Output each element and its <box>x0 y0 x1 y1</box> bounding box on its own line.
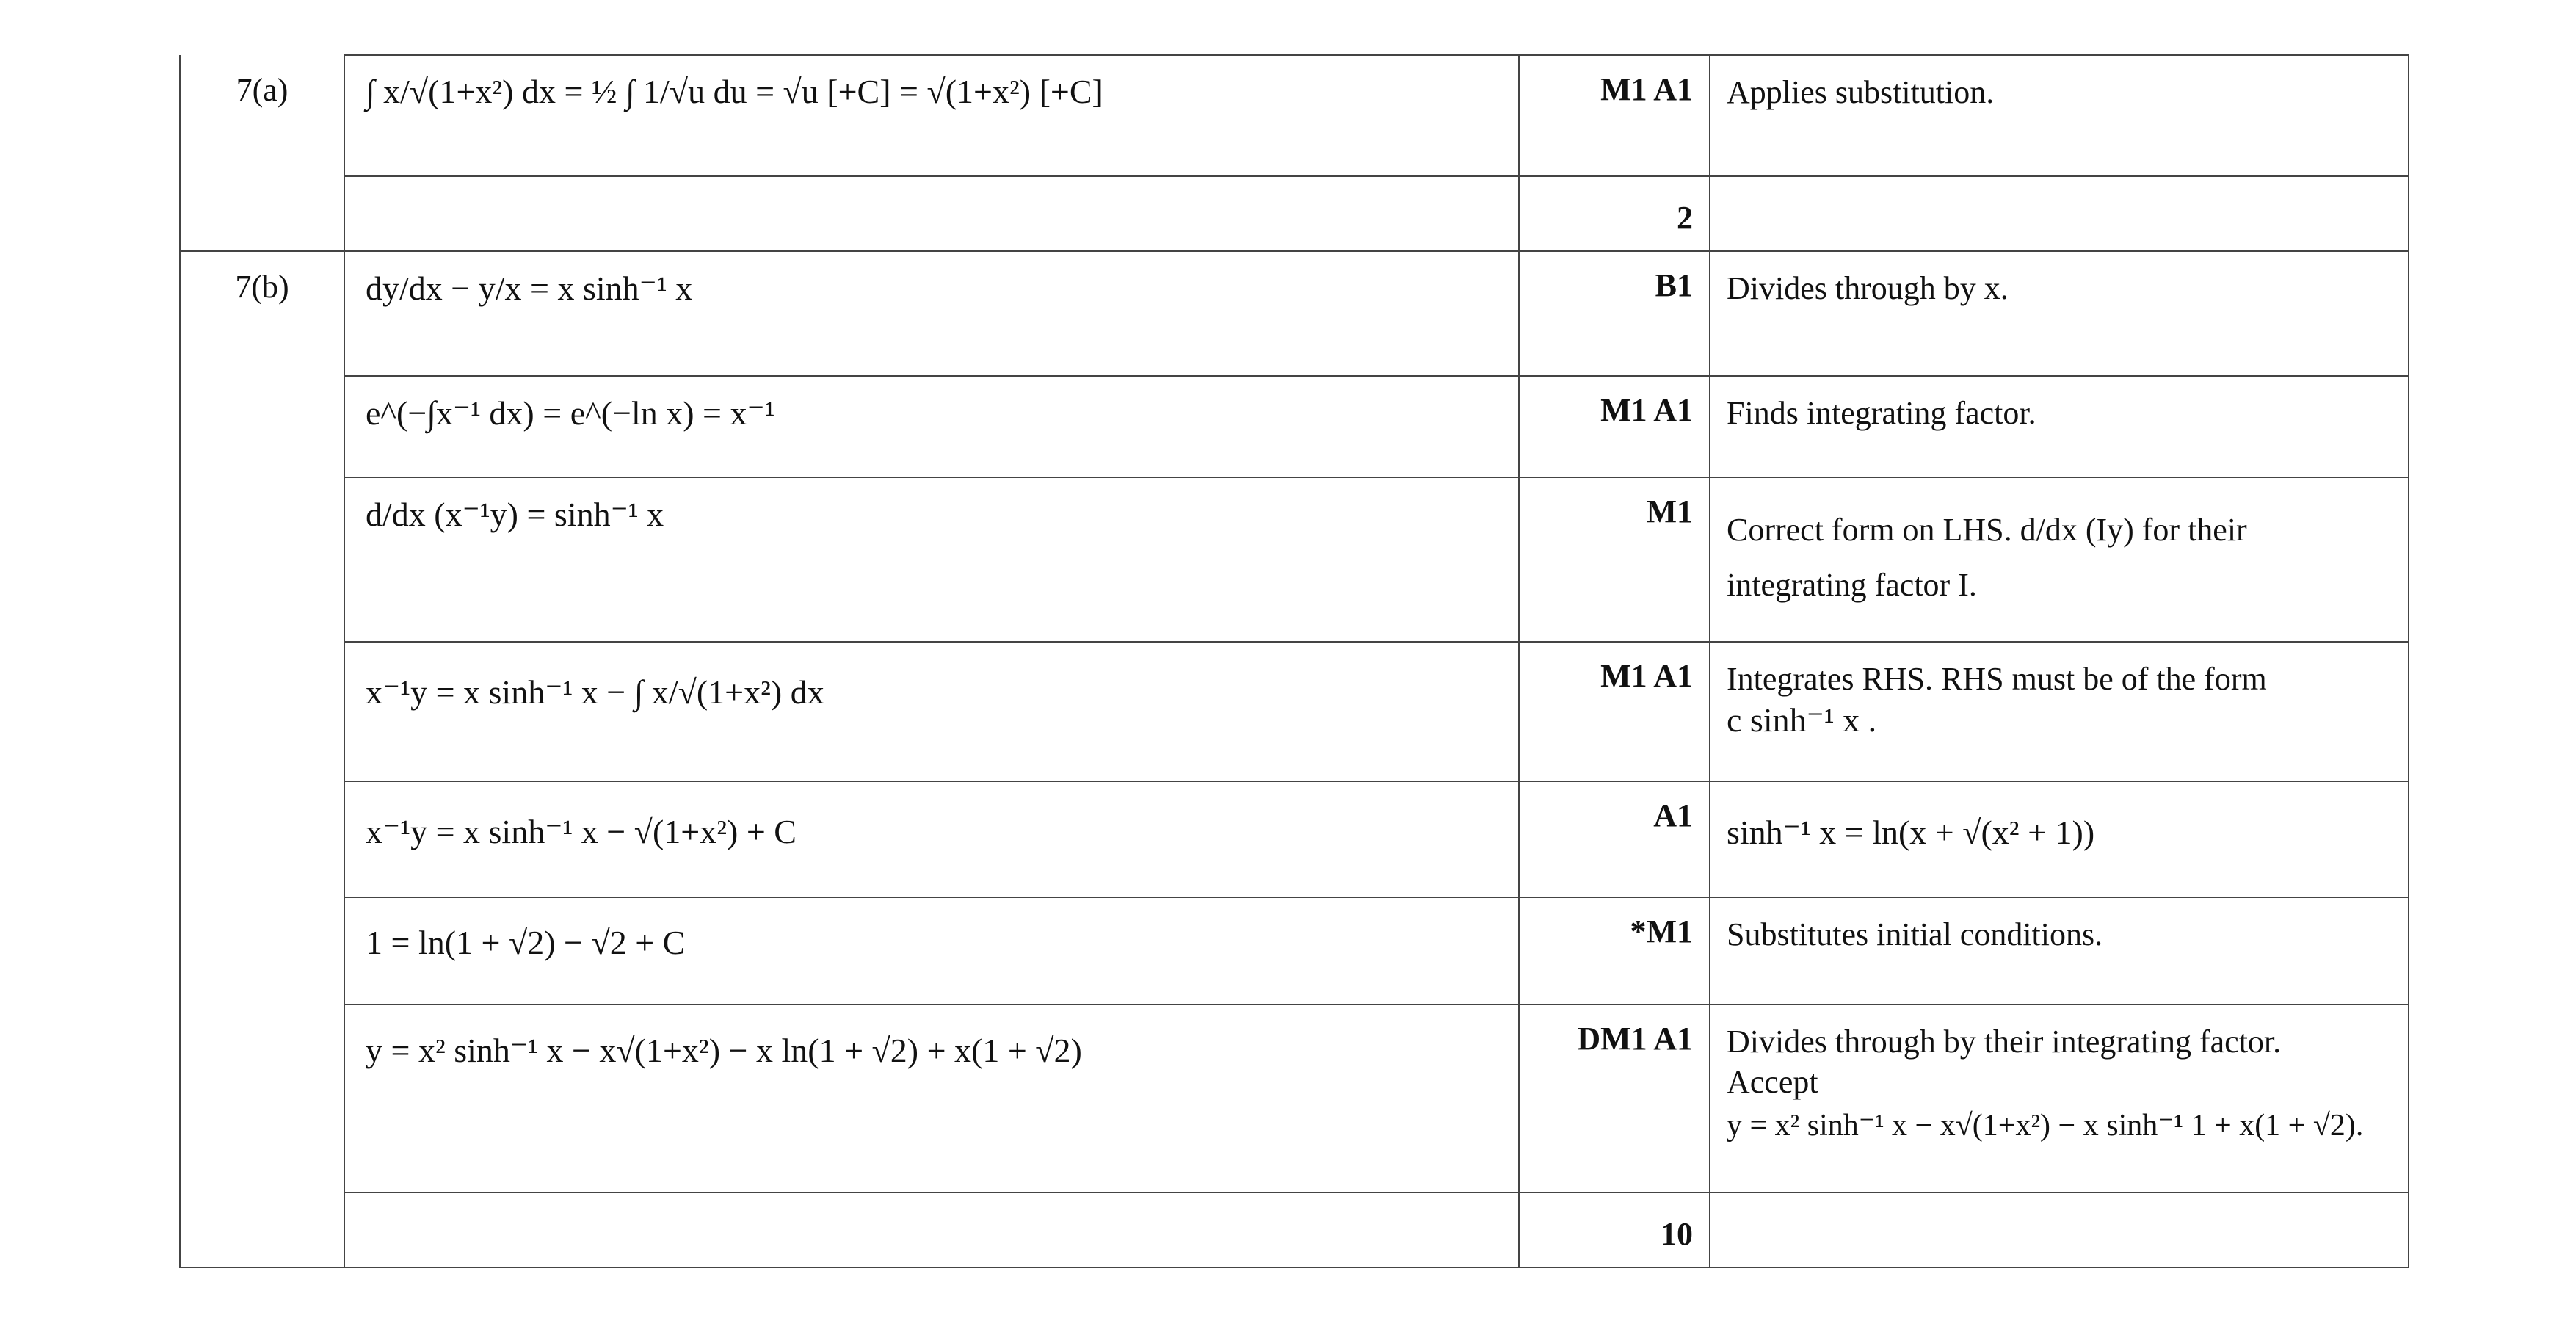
guidance-text: Applies substitution. <box>1727 74 1995 110</box>
answer-math: x⁻¹y = x sinh⁻¹ x − ∫ x/√(1+x²) dx <box>366 673 824 711</box>
marks-total: 2 <box>1677 200 1693 236</box>
answer-math: dy/dx − y/x = x sinh⁻¹ x <box>366 269 693 307</box>
guidance-cell <box>1710 176 2409 251</box>
answer-cell <box>344 781 1519 897</box>
guidance-cell <box>1710 781 2409 897</box>
table-row <box>180 176 2409 251</box>
marks-cell <box>1519 477 1710 642</box>
marks-cell <box>1519 376 1710 477</box>
guidance-line: Accept <box>1727 1064 1818 1100</box>
mark-scheme-table <box>179 54 2409 1268</box>
answer-cell <box>344 642 1519 781</box>
guidance-line: Integrates RHS. RHS must be of the form <box>1727 661 2267 697</box>
marks-cell <box>1519 642 1710 781</box>
answer-math: y = x² sinh⁻¹ x − x√(1+x²) − x ln(1 + √2) + x(1 + √2) <box>366 1032 1082 1069</box>
question-number: 7(a) <box>236 72 289 108</box>
marks-cell <box>1519 781 1710 897</box>
guidance-line: y = x² sinh⁻¹ x − x√(1+x²) − x sinh⁻¹ 1 + x(1 + √2). <box>1727 1109 2364 1143</box>
answer-math: x⁻¹y = x sinh⁻¹ x − √(1+x²) + C <box>366 813 797 850</box>
guidance-text: Divides through by x. <box>1727 270 2009 306</box>
answer-cell <box>344 1192 1519 1267</box>
table-row <box>180 55 2409 176</box>
answer-cell <box>344 376 1519 477</box>
guidance-line: c sinh⁻¹ x . <box>1727 701 1877 739</box>
marks-total-cell <box>1519 176 1710 251</box>
guidance-line: integrating factor I. <box>1727 566 1977 603</box>
table-row <box>180 642 2409 781</box>
marks-value: M1 A1 <box>1600 392 1693 428</box>
marks-cell <box>1519 251 1710 376</box>
table-row <box>180 1192 2409 1267</box>
marks-value: M1 A1 <box>1600 658 1693 694</box>
guidance-text: sinh⁻¹ x = ln(x + √(x² + 1)) <box>1727 814 2095 851</box>
guidance-cell <box>1710 376 2409 477</box>
guidance-cell <box>1710 1192 2409 1267</box>
marks-value: M1 A1 <box>1600 71 1693 107</box>
answer-math: 1 = ln(1 + √2) − √2 + C <box>366 924 686 961</box>
table-row <box>180 477 2409 642</box>
marks-value: DM1 A1 <box>1577 1021 1693 1057</box>
answer-math: ∫ x/√(1+x²) dx = ½ ∫ 1/√u du = √u [+C] = √(1+x²) [+C] <box>366 73 1103 110</box>
guidance-cell <box>1710 477 2409 642</box>
guidance-text: Finds integrating factor. <box>1727 395 2036 431</box>
marks-cell <box>1519 897 1710 1005</box>
marks-total: 10 <box>1661 1216 1693 1252</box>
question-number-cell <box>180 251 344 1267</box>
guidance-cell <box>1710 55 2409 176</box>
guidance-text: Substitutes initial conditions. <box>1727 916 2103 952</box>
guidance-line: Divides through by their integrating factor. <box>1727 1024 2282 1060</box>
guidance-line: Correct form on LHS. d/dx (Iy) for their <box>1727 512 2247 548</box>
answer-cell <box>344 55 1519 176</box>
question-number-cell <box>180 55 344 251</box>
table-row <box>180 376 2409 477</box>
table-row <box>180 897 2409 1005</box>
marks-value: *M1 <box>1630 913 1693 949</box>
answer-cell <box>344 251 1519 376</box>
answer-math: e^(−∫x⁻¹ dx) = e^(−ln x) = x⁻¹ <box>366 394 775 432</box>
marks-value: B1 <box>1655 267 1693 303</box>
answer-cell <box>344 1005 1519 1192</box>
guidance-cell <box>1710 1005 2409 1192</box>
answer-cell <box>344 176 1519 251</box>
marks-cell <box>1519 1005 1710 1192</box>
guidance-cell <box>1710 642 2409 781</box>
guidance-cell <box>1710 897 2409 1005</box>
answer-cell <box>344 477 1519 642</box>
marks-cell <box>1519 55 1710 176</box>
answer-math: d/dx (x⁻¹y) = sinh⁻¹ x <box>366 496 664 533</box>
table-row <box>180 251 2409 376</box>
guidance-cell <box>1710 251 2409 376</box>
table-row <box>180 1005 2409 1192</box>
marks-value: M1 <box>1646 493 1693 529</box>
answer-cell <box>344 897 1519 1005</box>
question-number: 7(b) <box>235 269 289 305</box>
marks-value: A1 <box>1653 797 1693 833</box>
marks-total-cell <box>1519 1192 1710 1267</box>
table-row <box>180 781 2409 897</box>
